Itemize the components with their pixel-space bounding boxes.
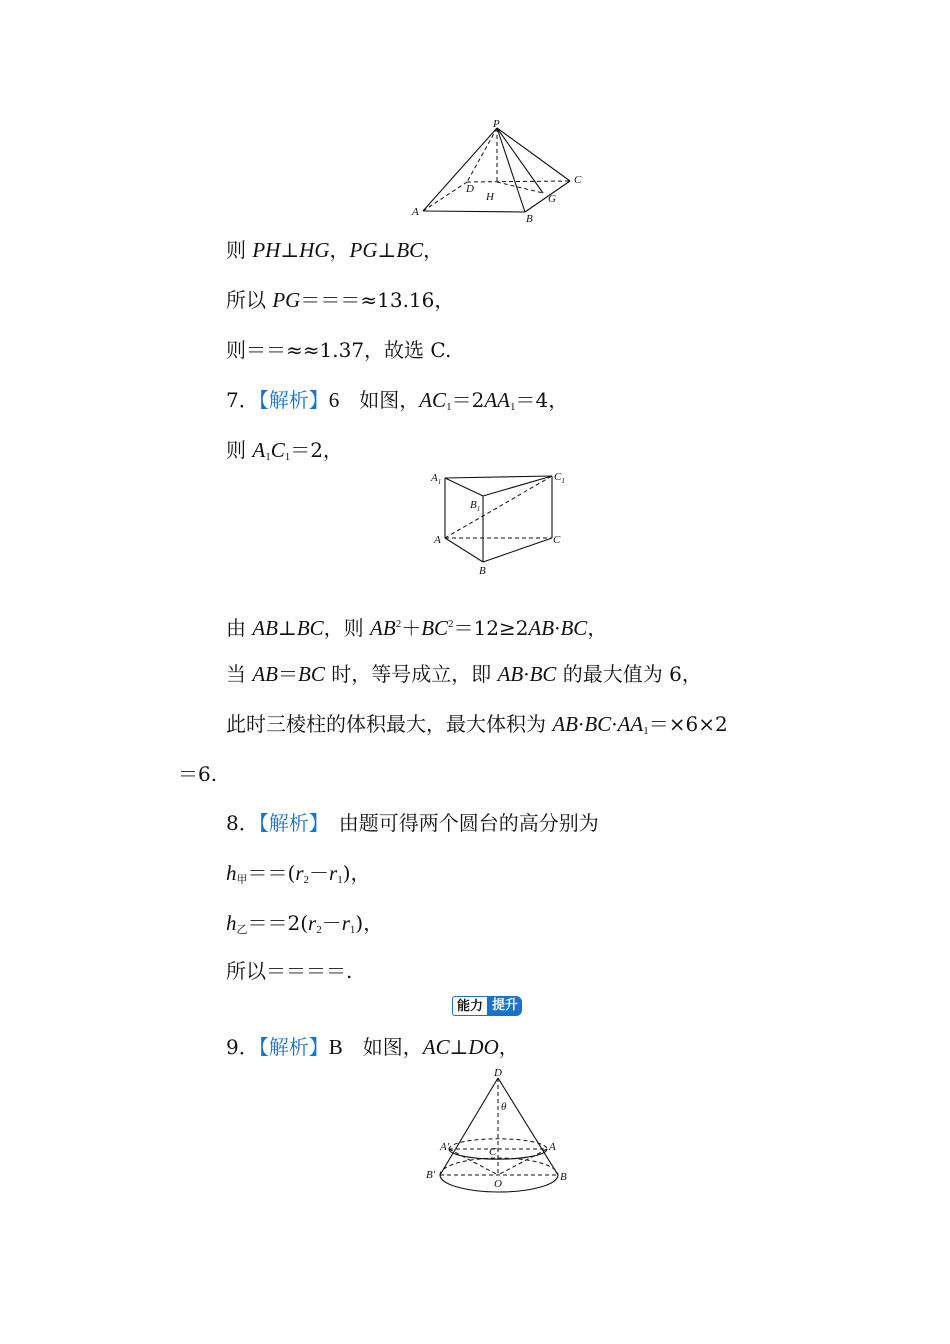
label-G: G [548, 193, 556, 205]
label-B: B [479, 565, 486, 577]
question-9-header: 9．【解析】B 如图，AC⊥DO， [226, 1035, 519, 1059]
cone-figure [420, 1066, 580, 1201]
label-D: D [494, 1067, 502, 1079]
question-7-line-4: 当 AB＝BC 时，等号成立，即 AB·BC 的最大值为 6， [226, 662, 702, 686]
label-B: B [560, 1171, 567, 1183]
label-C1: $C_1$ [554, 471, 565, 485]
label-C: C [553, 534, 561, 546]
label-A: A [549, 1141, 556, 1153]
prism-figure [425, 466, 575, 581]
question-8-line-4: 所以＝＝＝＝. [226, 959, 353, 983]
label-A: A [434, 534, 441, 546]
label-A1: $A_1$ [431, 472, 442, 486]
label-C: C [574, 174, 582, 186]
label-A-prime: A′ [440, 1141, 450, 1153]
question-7-line-3: 由 AB⊥BC，则 $AB^2+BC^2=12\ge 2AB\cdot BC$， [226, 616, 608, 640]
question-8-line-2: $h_甲==(r_2-r_1)$， [226, 861, 371, 886]
label-B-prime: B′ [426, 1169, 436, 1181]
label-B: B [526, 213, 533, 225]
text-line-3: 则＝＝≈≈1.37，故选 C. [226, 338, 452, 362]
label-P: P [493, 118, 500, 130]
label-A: A [412, 206, 419, 218]
question-8-header: 8．【解析】 由题可得两个圆台的高分别为 [226, 811, 599, 835]
ability-boost-badge: 能力 提升 [452, 996, 522, 1016]
label-B1: $B_1$ [470, 499, 481, 513]
label-C: C [489, 1146, 497, 1158]
label-theta: θ [501, 1101, 507, 1113]
label-H: H [486, 191, 494, 203]
question-7-header: 7．【解析】6 如图，$AC_1=2AA_1=4$， [226, 388, 569, 413]
label-D: D [466, 183, 474, 195]
question-8-line-3: $h_乙==2(r_2-r_1)$， [226, 911, 384, 936]
text-line-1: 则 PH⊥HG，PG⊥BC， [226, 238, 444, 262]
pyramid-figure [405, 118, 595, 226]
question-7-line-5: 此时三棱柱的体积最大，最大体积为 $AB\cdot BC\cdot AA_1=\times 6\times 2$ [226, 712, 728, 737]
question-7-line-6: ＝6. [178, 762, 218, 786]
text-line-2: 所以 PG＝＝＝≈13.16， [226, 288, 455, 312]
question-7-line-2: 则 $A_1C_1=2$， [226, 438, 343, 463]
label-O: O [494, 1178, 502, 1190]
